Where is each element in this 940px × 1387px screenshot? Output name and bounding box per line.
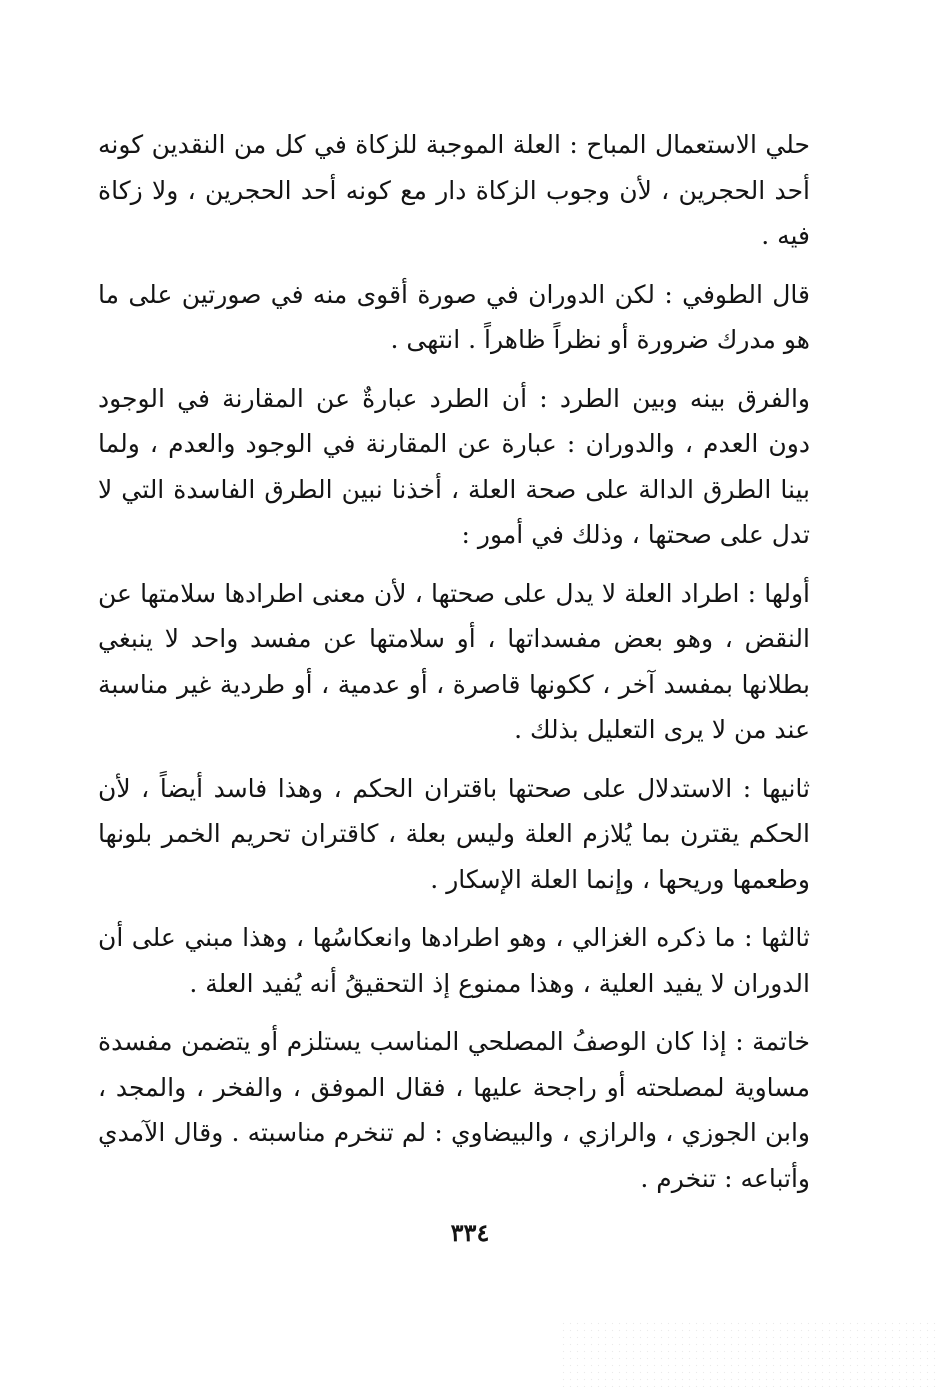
page-body <box>98 122 810 1214</box>
scan-noise <box>560 1320 940 1387</box>
paragraph-first-method: أولها : اطراد العلة لا يدل على صحتها ، لأن معنى اطرادها سلامتها عن النقض ، وهو بعض مفسداتها ، أو سلامتها عن مفسد واحد لا ينبغي بطلانها بمفسد آخر ، ككونها قاصرة ، أو عدمية ، أو طردية غير مناسبة عند من لا يرى التعليل بذلك . <box>98 578 810 744</box>
paragraph-zakat-jewelry: حلي الاستعمال المباح : العلة الموجبة للزكاة في كل من النقدين كونه أحد الحجرين ، لأن وجوب الزكاة دار مع كونه أحد الحجرين ، ولا زكاة فيه . <box>98 130 810 250</box>
page-number: ٣٣٤ <box>450 1218 490 1247</box>
paragraph-conclusion: خاتمة : إذا كان الوصفُ المصلحي المناسب يستلزم أو يتضمن مفسدة مساوية لمصلحته أو راجحة عليها ، فقال الموفق ، والفخر ، والمجد ، وابن الجوزي ، والرازي ، والبيضاوي : لم تنخرم مناسبته . وقال الآمدي وأتباعه : تنخرم . <box>98 1027 810 1193</box>
paragraph-third-method: ثالثها : ما ذكره الغزالي ، وهو اطرادها وانعكاسُها ، وهذا مبني على أن الدوران لا يفيد العلية ، وهذا ممنوع إذ التحقيقُ أنه يُفيد العلة . <box>98 923 810 998</box>
paragraph-second-method: ثانيها : الاستدلال على صحتها باقتران الحكم ، وهذا فاسد أيضاً ، لأن الحكم يقترن بما يُلازم العلة وليس بعلة ، كاقتران تحريم الخمر بلونها وطعمها وريحها ، وإنما العلة الإسكار . <box>98 773 810 894</box>
paragraph-tufi-quote: قال الطوفي : لكن الدوران في صورة أقوى منه في صورتين على ما هو مدرك ضرورة أو نظراً ظاهراً . انتهى . <box>98 279 810 354</box>
paragraph-tard-difference: والفرق بينه وبين الطرد : أن الطرد عبارةٌ عن المقارنة في الوجود دون العدم ، والدوران : عبارة عن المقارنة في الوجود والعدم ، ولما بينا الطرق الدالة على صحة العلة ، أخذنا نبين الطرق الفاسدة التي لا تدل على صحتها ، وذلك في أمور : <box>98 383 810 549</box>
